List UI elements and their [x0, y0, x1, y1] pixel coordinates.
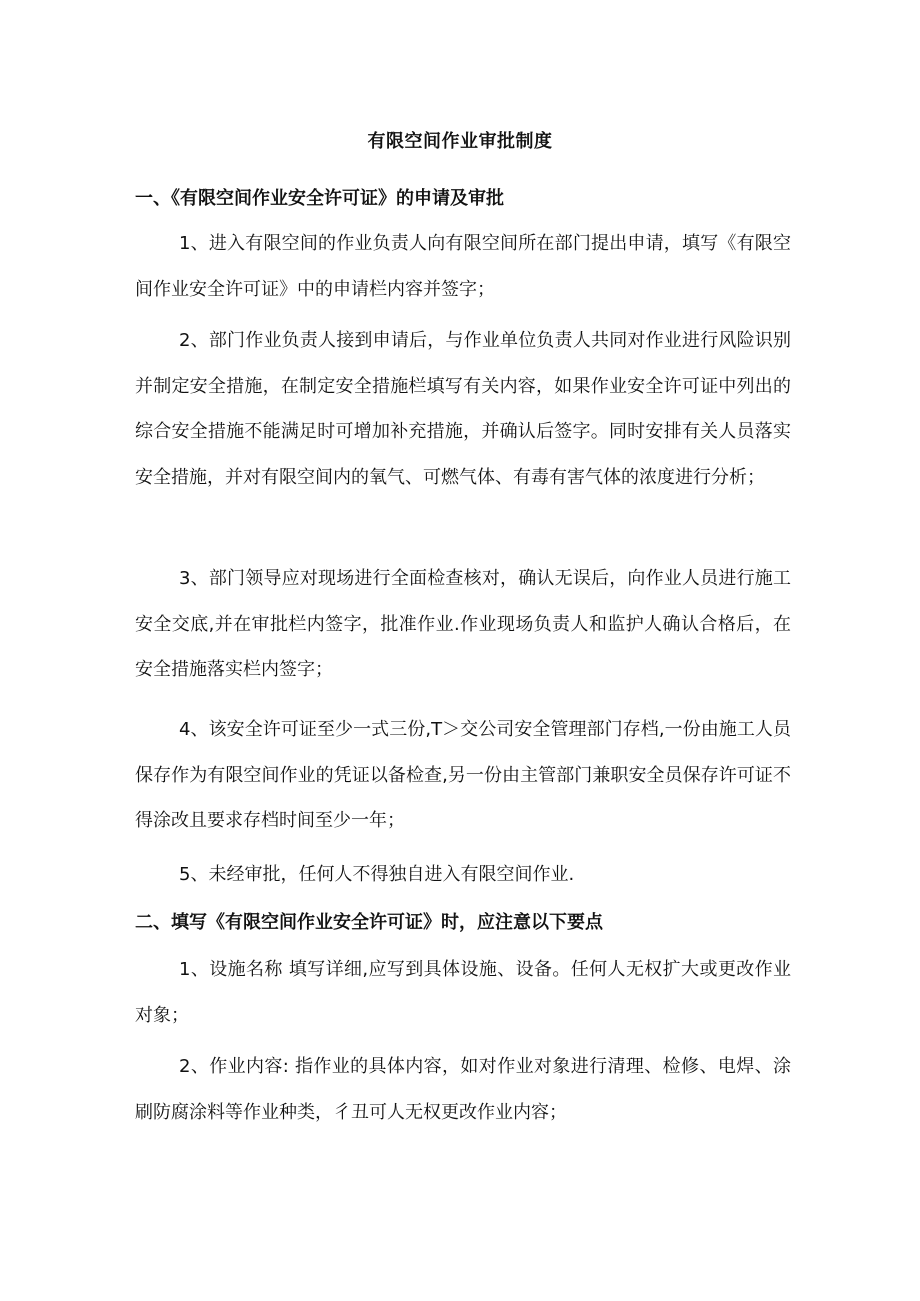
- section1-item-5: 5、未经审批，任何人不得独自进入有限空间作业.: [179, 864, 575, 885]
- section1-item-3: 3、部门领导应对现场进行全面检查核对，确认无误后，向作业人员进行施工安全交底,并在审批栏内签字，批准作业.作业现场负责人和监护人确认合格后，在安全措施落实栏内签字；: [135, 568, 791, 680]
- section1-item-2: 2、部门作业负责人接到申请后，与作业单位负责人共同对作业进行风险识别并制定安全措施，在制定安全措施栏填写有关内容，如果作业安全许可证中列出的综合安全措施不能满足时可增加补充措施，并确认后签字。同时安排有关人员落实安全措施，并对有限空间内的氧气、可燃气体、有毒有害气体的浓度进行分析；: [135, 330, 791, 488]
- section-heading-2: 二、填写《有限空间作业安全许可证》时，应注意以下要点: [135, 912, 603, 933]
- section-heading-1: 一、《有限空间作业安全许可证》的申请及审批: [135, 188, 504, 209]
- document-title: 有限空间作业审批制度: [367, 131, 553, 152]
- section2-item-2: 2、作业内容: 指作业的具体内容，如对作业对象进行清理、检修、电焊、涂刷防腐涂料等作业种类，彳丑可人无权更改作业内容；: [135, 1056, 791, 1123]
- section2-item-1: 1、设施名称 填写详细,应写到具体设施、设备。任何人无权扩大或更改作业对象；: [135, 959, 791, 1026]
- section1-item-4: 4、该安全许可证至少一式三份,T＞交公司安全管理部门存档,一份由施工人员保存作为有限空间作业的凭证以备检查,另一份由主管部门兼职安全员保存许可证不得涂改且要求存档时间至少一年；: [135, 719, 791, 831]
- section1-item-1: 1、进入有限空间的作业负责人向有限空间所在部门提出申请，填写《有限空间作业安全许可证》中的申请栏内容并签字；: [135, 233, 791, 300]
